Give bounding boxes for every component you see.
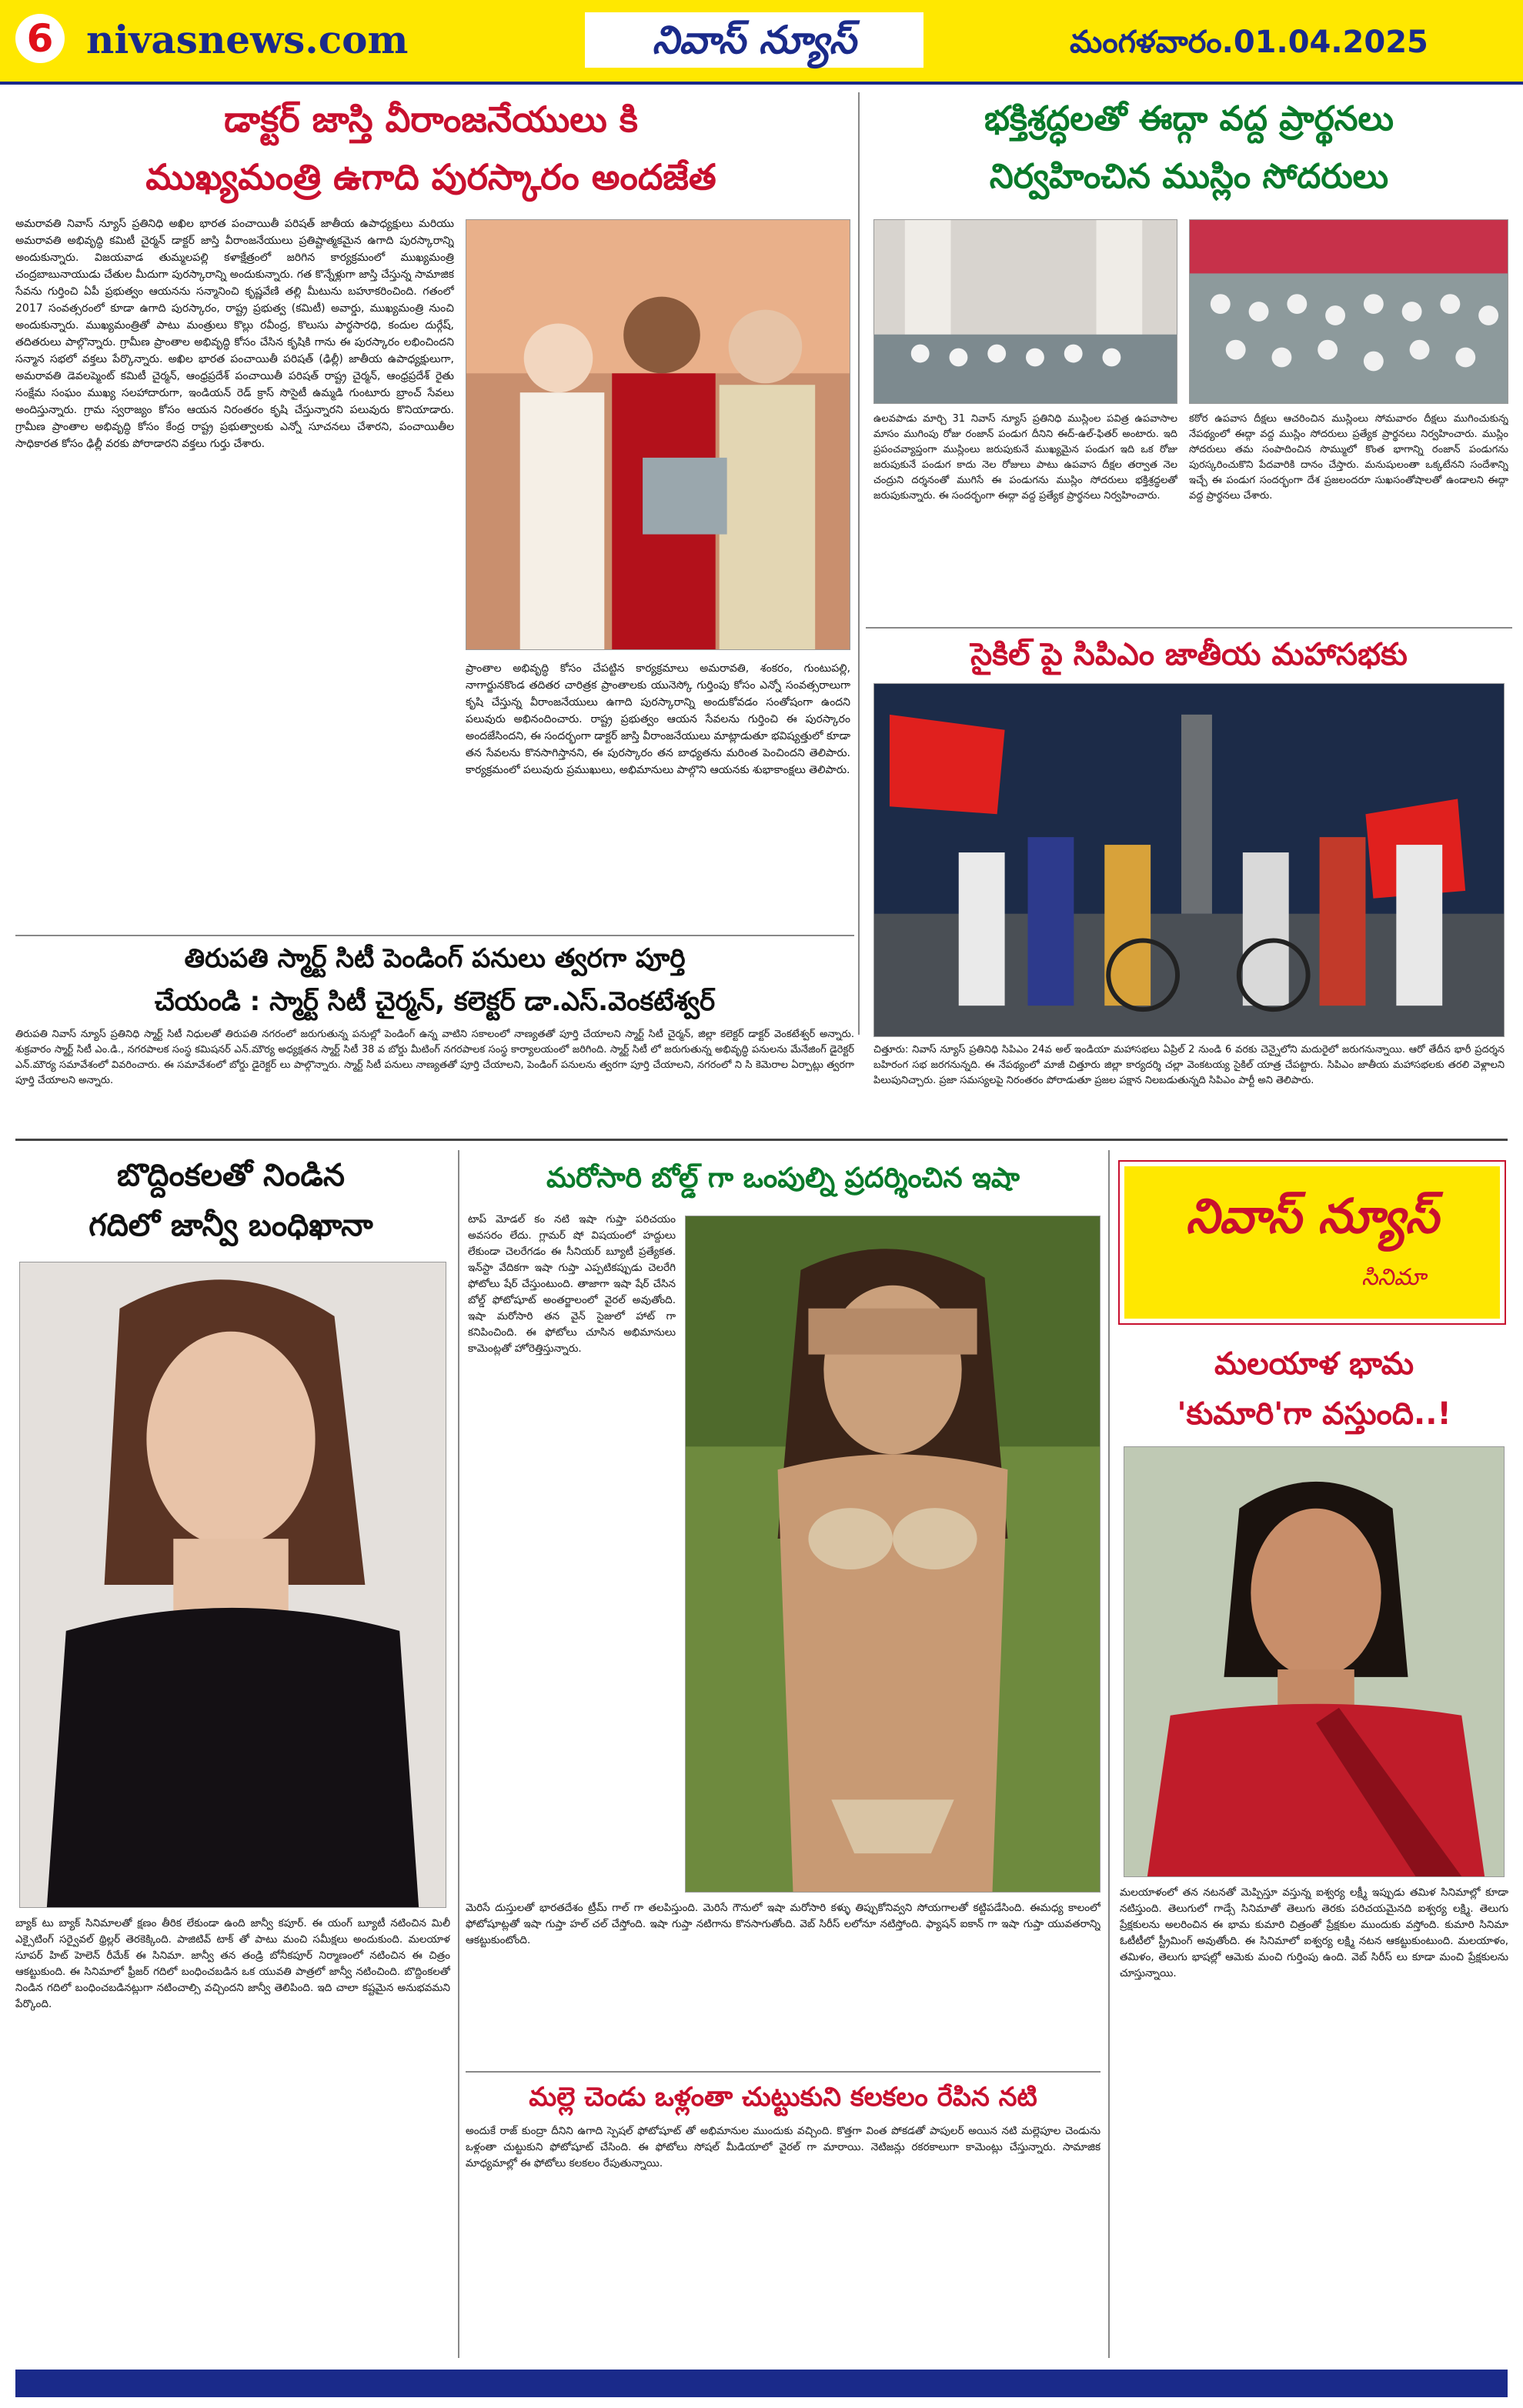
article4-headline-line1: తిరుపతి స్మార్ట్ సిటీ పెండింగ్ పనులు త్వరగా పూర్తి bbox=[184, 943, 686, 974]
article6-body-column: టాప్ మోడల్ కం నటి ఇషా గుప్తా పరిచయం అవసరం లేదు. గ్లామర్ షో విషయంలో హద్దులు లేకుండా చెలరేగడం ఈ సీనియర్ బ్యూటీ ప్రత్యేకత. ఇన్‌స్టా వేదికగా ఇషా గుప్తా ఎప్పటికప్పుడు చెలరేగి ఫోటోలు షేర్ చేస్తుంటుంది. తాజాగా ఇషా షేర్ చేసిన బోల్డ్ ఫోటోషూట్ అంతర్జాలంలో వైరల్ అవుతోంది. ఇషా మరోసారి తన వైన్ సైజులో హాట్ గా కనిపించింది. ఈ ఫోటోలు చూసిన అభిమానులు కామెంట్లతో హోరెత్తిస్తున్నారు. bbox=[468, 1213, 676, 1355]
photo-icon bbox=[466, 220, 850, 649]
article2-photo-right bbox=[1189, 219, 1508, 404]
photo-icon bbox=[1190, 220, 1508, 403]
issue-date: మంగళవారం.01.04.2025 bbox=[1070, 25, 1428, 60]
article6-photo bbox=[685, 1216, 1101, 1893]
article2-photo-left bbox=[873, 219, 1177, 404]
footer-bar bbox=[15, 2370, 1508, 2397]
article5-photo bbox=[19, 1262, 446, 1908]
photo-icon bbox=[20, 1262, 446, 1907]
cinema-photo bbox=[1124, 1446, 1505, 1877]
section-rule bbox=[15, 1139, 1508, 1141]
article1-headline-line2: ముఖ్యమంత్రి ఉగాది పురస్కారం అందజేత bbox=[145, 156, 716, 198]
cinema-headline-line2: 'కుమారి'గా వస్తుంది..! bbox=[1177, 1396, 1451, 1432]
article4-headline-line2: చేయండి : స్మార్ట్ సిటీ చైర్మన్, కలెక్టర్ డా.ఎస్.వెంకటేశ్వర్ bbox=[154, 986, 716, 1017]
site-name[interactable]: nivasnews.com bbox=[86, 17, 409, 62]
article1-headline-line1: డాక్టర్ జాస్తి వీరాంజనేయులు కి bbox=[224, 98, 638, 140]
section-rule bbox=[15, 935, 854, 936]
cinema-brand-box bbox=[1120, 1162, 1505, 1323]
photo-icon bbox=[1124, 1447, 1504, 1876]
column-rule bbox=[458, 1150, 459, 2358]
article5-headline-line1: బొద్దింకలతో నిండిన bbox=[116, 1158, 346, 1193]
article2-body-left: ఉలవపాడు మార్చి 31 నివాస్ న్యూస్ ప్రతినిధి ముస్లింల పవిత్ర ఉపవాసాల మాసం ముగింపు రోజు రంజాన్ పండుగ దీనిని ఈద్-ఉల్-ఫితర్ అంటారు. ఇది ప్రపంచవ్యాప్తంగా ముస్లింలు జరుపుకునే ముఖ్యమైన పండుగ ఇది ఒక రోజు జరుపుకునే పండుగ కాదు నెల రోజులు పాటు ఉపవాస దీక్షల తర్వాత నెల చంద్రుని దర్శనంతో ముగిసే ఈ పండుగను ముస్లిం సోదరులు భక్తిశ్రద్ధలతో జరుపుకున్నారు. ఈ సందర్భంగా ఈద్గా వద్ద ప్రత్యేక ప్రార్థనలు నిర్వహించారు. bbox=[873, 413, 1177, 502]
article3-caption: చిత్తూరు: నివాస్ న్యూస్ ప్రతినిధి సిపిఎం 24వ అల్ ఇండియా మహాసభలు ఏప్రిల్ 2 నుండి 6 వరకు చెన్నైలోని మదురైలో జరుగనున్నాయి. ఆరో తేదీన భారీ ప్రదర్శన బహిరంగ సభ జరగనున్నది. ఈ నేపథ్యంలో మాజీ చిత్తూరు జిల్లా కార్యదర్శి చల్లా వెంకటయ్య సైకిల్ యాత్ర చేపట్టారు. సిపిఎం జాతీయ మహాసభలకు తరలి వెళ్లాలని పిలుపునిచ్చారు. ప్రజా సమస్యలపై నిరంతరం పోరాడుతూ ప్రజల పక్షాన నిలబడుతున్నది సిపిఎం పార్టీ అని తెలిపారు. bbox=[873, 1044, 1505, 1086]
article2-headline-line2: నిర్వహించిన ముస్లిం సోదరులు bbox=[989, 157, 1389, 196]
cinema-brand-sub: సినిమా bbox=[1361, 1264, 1426, 1291]
cinema-body: మలయాళంలో తన నటనతో మెప్పిస్తూ వస్తున్న ఐశ్వర్య లక్ష్మీ ఇప్పుడు తమిళ సినిమాల్లో కూడా నటిస్తుంది. తెలుగులో గాడ్సే సినిమాతో తెలుగు తెరకు పరిచయమైనది ఐశ్వర్య లక్ష్మి. తెలుగు ప్రేక్షకులను అలరించిన ఈ భామ కుమారి చిత్రంతో ప్రేక్షకుల ముందుకు వస్తోంది. కుమారి సినిమా ఓటీటీలో స్ట్రీమింగ్ అవుతోంది. ఈ సినిమాలో ఐశ్వర్య లక్ష్మి నటన ఆకట్టుకుంటుంది. మలయాళం, తమిళం, తెలుగు భాషల్లో ఆమెకు మంచి గుర్తింపు ఉంది. వెబ్ సిరీస్ లు కూడా మంచి ప్రేక్షకులను చూస్తున్నాయి. bbox=[1120, 1886, 1508, 1979]
article3-photo bbox=[873, 683, 1505, 1037]
masthead bbox=[0, 0, 1523, 85]
article2-body-right: కఠోర ఉపవాస దీక్షలు ఆచరించిన ముస్లింలు సోమవారం దీక్షలు ముగించుకున్న నేపథ్యంలో ఈద్గా వద్ద ముస్లిం సోదరులు ప్రత్యేక ప్రార్థనలు నిర్వహించారు. ముస్లిం సోదరులు తమ సంపాదించిన సొమ్ములో కొంత భాగాన్ని రంజాన్ పండుగను పురస్కరించుకొని పేదవారికి దానం చేస్తారు. మనుషులంతా ఒక్కటేనని సందేశాన్ని ఇచ్చే ఈ పండుగ సందర్భంగా దేశ ప్రజలందరూ సుఖసంతోషాలతో ఉండాలని ఈద్గా వద్ద ప్రార్థనలు చేశారు. bbox=[1189, 413, 1508, 502]
article5-headline-line2: గదిలో జాన్వీ బంధిఖానా bbox=[89, 1208, 373, 1243]
section-rule bbox=[466, 2071, 1101, 2073]
article5-body: బ్యాక్ టు బ్యాక్ సినిమాలతో క్షణం తీరిక లేకుండా ఉంది జాన్వీ కపూర్. ఈ యంగ్ బ్యూటీ నటించిన మిలీ ఎక్సైటింగ్ సర్వైవల్ థ్రిల్లర్ తెరకెక్కింది. పాజిటివ్ టాక్ తో పాటు మంచి సమీక్షలు అందుకుంది. మలయాళ సూపర్ హిట్ హెలెన్ రీమేక్ ఈ సినిమా. జాన్వీ తన తండ్రి బోనీకపూర్ నిర్మాణంలో నటించిన ఈ చిత్రం ఆకట్టుకుంది. ఈ సినిమాలో ఫ్రీజర్ గదిలో బంధించబడిన ఒక యువతి పాత్రలో జాన్వీ నటించింది. బొద్దింకలతో నిండిన గదిలో బంధించబడినట్లుగా నటించాల్సి వచ్చిందని జాన్వీ తెలిపింది. ఇది చాలా కష్టమైన అనుభవమని పేర్కొంది. bbox=[15, 1917, 450, 2010]
cinema-headline-line1: మలయాళ భామ bbox=[1214, 1346, 1414, 1382]
photo-icon bbox=[686, 1216, 1100, 1892]
article7-body: అందుకే రాజ్ కుంద్రా దీనిని ఉగాది స్పెషల్ ఫోటోషూట్ తో అభిమానుల ముందుకు వచ్చింది. కొత్తగా వింత పోకడతో పాపులర్ అయిన నటి మల్లెపూల చెండును ఒళ్లంతా చుట్టుకుని ఫోటోషూట్ చేసింది. ఈ ఫోటోలు సోషల్ మీడియాలో వైరల్ గా మారాయి. నెటిజన్లు రకరకాలుగా కామెంట్లు చేస్తున్నారు. సామాజిక మాధ్యమాల్లో ఈ ఫోటోలు కలకలం రేపుతున్నాయి. bbox=[466, 2125, 1101, 2170]
article1-body: అమరావతి నివాస్ న్యూస్ ప్రతినిధి అఖిల భారత పంచాయితీ పరిషత్ జాతీయ ఉపాధ్యక్షులు మరియు అమరావతి అభివృద్ధి కమిటీ చైర్మన్ డాక్టర్ జాస్తి వీరాంజనేయులు ప్రతిష్టాత్మకమైన ఉగాది పురస్కారాన్ని అందుకున్నారు. విజయవాడ తుమ్మలపల్లి కళాక్షేత్రంలో జరిగిన కార్యక్రమంలో ముఖ్యమంత్రి చంద్రబాబునాయుడు చేతుల మీదుగా పురస్కారాన్ని అందుకున్నారు. గత కొన్నేళ్లుగా జాస్తి చేస్తున్న సామాజిక సేవను గుర్తించి ఏపీ ప్రభుత్వం ఆయనను సన్మానించి కృష్ణవేణి తల్లి మీటును బహూకరించింది. గతంలో 2017 సంవత్సరంలో కూడా ఉగాది పురస్కారం, రాష్ట్ర ప్రభుత్వ (కమిటీ) అవార్డు, ముఖ్యమంత్రి నుంచి అందుకున్నారు. ముఖ్యమంత్రితో పాటు మంత్రులు కొల్లు రవీంద్ర, కొలుసు పార్థసారధి, కందుల దుర్గేష్, తదితరులు పాల్గొన్నారు. గ్రామీణ ప్రాంతాల అభివృద్ధి కోసం చేసిన కృషికి గాను ఈ పురస్కారం లభించిందని సన్మాన సభలో వక్తలు పేర్కొన్నారు. అఖిల భారత పంచాయితీ పరిషత్ (ఢిల్లీ) జాతీయ ఉపాధ్యక్షులుగా, అమరావతి డెవలప్మెంట్ కమిటీ చైర్మన్, ఆంధ్రప్రదేశ్ పంచాయితీ పరిషత్ రాష్ట్ర చైర్మన్, ఆంధ్రప్రదేశ్ రైతు సంక్షేమ సంఘం ముఖ్య సలహాదారుగా, ఇండియన్ రెడ్ క్రాస్ సొసైటీ ఉమ్మడి గుంటూరు బ్రాంచ్ సేవలు అందిస్తున్నారు. గ్రామ స్వరాజ్యం కోసం ఆయన నిరంతరం కృషి చేస్తున్నారని పలువురు కొనియాడారు. గ్రామీణ ప్రాంతాల అభివృద్ధి కోసం కేంద్ర రాష్ట్ర ప్రభుత్వాలకు ఎన్నో సూచనలు చేశారని, పంచాయితీల సాధికారత కోసం ఢిల్లీ వరకు పోరాడారని వక్తలు గుర్తు చేశారు. bbox=[15, 218, 454, 450]
photo-icon bbox=[874, 684, 1504, 1036]
article6-body-bottom: మెరిసే దుస్తులతో భారతదేశం ట్రీమ్ గాల్ గా తలపిస్తుంది. మెరిసే గౌనులో ఇషా మరోసారి కళ్ళు తిప్పుకోనివ్వని సోయగాలతో కట్టిపడేసింది. ఈమధ్య కాలంలో ఫోటోషూట్లతో ఇషా గుప్తా హల్ చల్ చేస్తోంది. ఇషా గుప్తా నటిగాను కొనసాగుతోంది. వెబ్ సిరీస్ లలోనూ నటిస్తోంది. ఫ్యాషన్ ఐకాన్ గా ఇషా గుప్తా యువతరాన్ని ఆకట్టుకుంటోంది. bbox=[466, 1902, 1101, 1946]
photo-icon bbox=[874, 220, 1177, 403]
article4-body: తిరుపతి నివాస్ న్యూస్ ప్రతినిధి స్మార్ట్ సిటీ నిధులతో తిరుపతి నగరంలో జరుగుతున్న పనుల్లో పెండింగ్ ఉన్న వాటిని సకాలంలో నాణ్యతతో పూర్తి చేయాలని స్మార్ట్ సిటీ చైర్మన్, జిల్లా కలెక్టర్ డాక్టర్ వెంకటేశ్వర్ అన్నారు. శుక్రవారం స్మార్ట్ సిటీ ఎం.డి., నగరపాలక సంస్థ కమిషనర్ ఎన్.మౌర్య అధ్యక్షతన స్మార్ట్ సిటీ 38 వ బోర్డు మీటింగ్ నగరపాలక సంస్థ కార్యాలయంలో జరిగింది. స్మార్ట్ సిటీ లో జరుగుతున్న అభివృద్ధి పనులను మేనేజింగ్ డైరెక్టర్ ఎన్.మౌర్య సమావేశంలో వివరించారు. ఈ సమావేశంలో బోర్డు డైరెక్టర్ లు పాల్గొన్నారు. స్మార్ట్ సిటీ పనులు నాణ్యతతో పూర్తి చేయాలని, పెండింగ్ పనులను త్వరగా పూర్తి చేయాలని, నగరంలో ని సి కెమెరాల ఏర్పాట్లు త్వరగా పూర్తి చేయాలని అన్నారు. bbox=[15, 1029, 854, 1086]
article2-headline-line1: భక్తిశ్రద్ధలతో ఈద్గా వద్ద ప్రార్థనలు bbox=[984, 99, 1394, 138]
page-number: 6 bbox=[15, 14, 65, 63]
article3-headline: సైకిల్ పై సిపిఎం జాతీయ మహాసభకు bbox=[970, 637, 1408, 672]
paper-title: నివాస్ న్యూస్ bbox=[585, 12, 923, 68]
article1-photo bbox=[466, 219, 850, 650]
article6-headline: మరోసారి బోల్డ్ గా ఒంపుల్ని ప్రదర్శించిన ఇషా bbox=[546, 1162, 1020, 1194]
column-rule bbox=[858, 92, 860, 1035]
article7-headline: మల్లె చెండు ఒళ్లంతా చుట్టుకుని కలకలం రేపిన నటి bbox=[529, 2082, 1037, 2113]
article1-body2: ప్రాంతాల అభివృద్ధి కోసం చేపట్టిన కార్యక్రమాలు అమరావతి, శంకరం, గుంటుపల్లి, నాగార్జునకొండ తదితర చారిత్రక ప్రాంతాలకు యునెస్కో గుర్తింపు కోసం ఎన్నో సంవత్సరాలుగా కృషి చేస్తున్న వీరాంజనేయులు ఉగాది పురస్కారాన్ని అందుకోవడం సంతోషంగా ఉందని పలువురు అభినందించారు. రాష్ట్ర ప్రభుత్వం ఆయన సేవలను గుర్తించి ఈ పురస్కారం అందజేసిందని, ఈ సందర్భంగా డాక్టర్ జాస్తి వీరాంజనేయులు మాట్లాడుతూ భవిష్యత్తులో కూడా తన సేవలను కొనసాగిస్తానని, ఈ పురస్కారం తన బాధ్యతను మరింత పెంచిందని తెలిపారు. కార్యక్రమంలో పలువురు ప్రముఖులు, అభిమానులు పాల్గొని ఆయనకు శుభాకాంక్షలు తెలిపారు. bbox=[466, 662, 850, 776]
cinema-brand: నివాస్ న్యూస్ bbox=[1185, 1188, 1439, 1244]
column-rule bbox=[1108, 1150, 1110, 2358]
section-rule bbox=[866, 627, 1512, 629]
